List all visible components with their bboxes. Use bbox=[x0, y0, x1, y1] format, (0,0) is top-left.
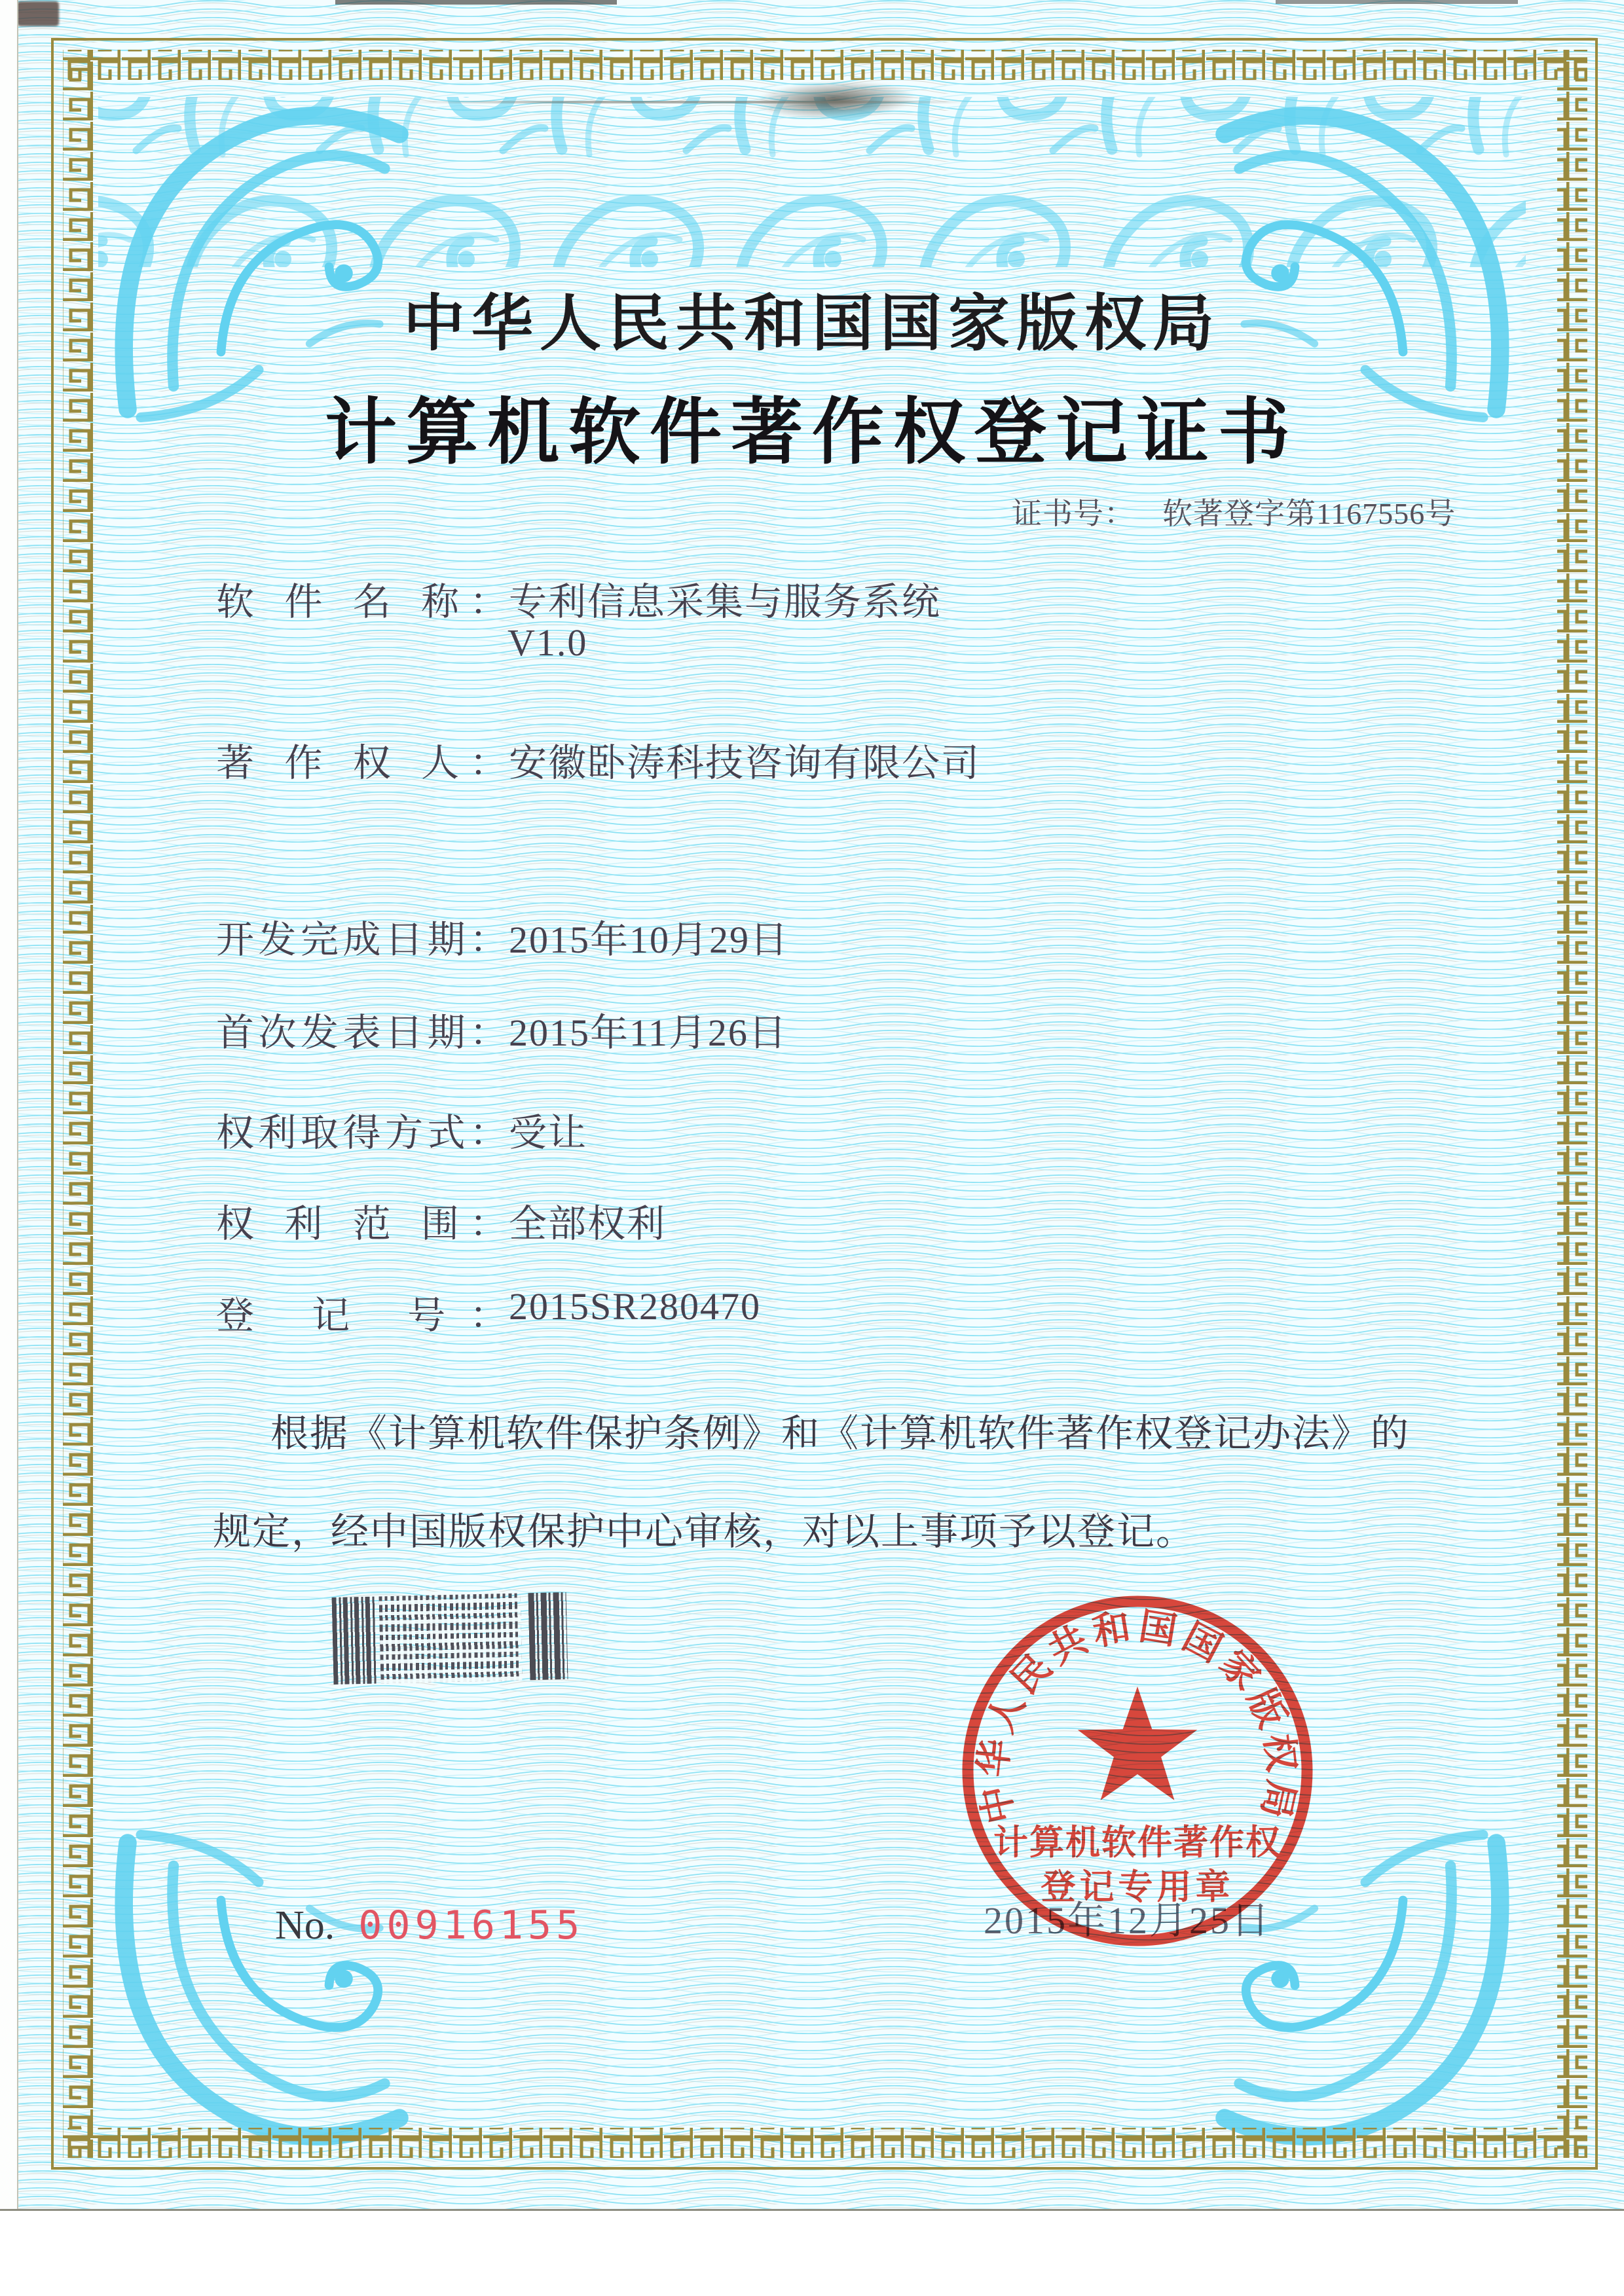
field-label: 首次发表日期： bbox=[216, 1011, 509, 1054]
certificate-number-value: 软著登字第1167556号 bbox=[1162, 497, 1456, 530]
field-value: 2015SR280470 bbox=[509, 1285, 761, 1328]
field-label: 开发完成日期： bbox=[216, 919, 509, 961]
certificate-number-line bbox=[1012, 490, 1456, 533]
field-value: 受让 bbox=[509, 1112, 588, 1154]
field-value: 专利信息采集与服务系统 bbox=[509, 581, 942, 623]
field-label: 权利取得方式： bbox=[216, 1112, 509, 1154]
scan-edge-mark bbox=[335, 0, 617, 5]
serial-prefix: No. bbox=[275, 1903, 335, 1948]
barcode bbox=[332, 1592, 568, 1685]
field-label: 软 件 名 称： bbox=[216, 581, 509, 623]
barcode-data-region bbox=[379, 1594, 523, 1684]
field-label: 著 作 权 人： bbox=[216, 742, 509, 784]
field-row-rights-acquisition bbox=[216, 1102, 587, 1157]
barcode-start-pattern bbox=[332, 1597, 377, 1685]
seal-inner-line-1: 计算机软件著作权 bbox=[993, 1824, 1282, 1862]
field-value: 安徽卧涛科技咨询有限公司 bbox=[509, 742, 981, 784]
statement-line-2: 规定，经中国版权保护中心审核，对以上事项予以登记。 bbox=[213, 1510, 1196, 1553]
statement-line-1: 根据《计算机软件保护条例》和《计算机软件著作权登记办法》的 bbox=[270, 1412, 1411, 1455]
field-row-rights-scope bbox=[216, 1193, 666, 1248]
field-row-dev-complete-date bbox=[216, 909, 789, 964]
field-row-copyright-owner bbox=[216, 732, 980, 787]
scanner-background bbox=[0, 2209, 1624, 2296]
field-label: 权 利 范 围： bbox=[216, 1203, 509, 1245]
paper-left-edge bbox=[0, 0, 18, 2209]
scan-corner-mark bbox=[17, 1, 59, 26]
issuing-authority-title: 中华人民共和国国家版权局 bbox=[403, 290, 1221, 358]
star-icon bbox=[1078, 1686, 1198, 1800]
software-version: V1.0 bbox=[507, 621, 588, 664]
scan-smudge-artifact bbox=[752, 79, 917, 122]
seal-inner-line-2: 登记专用章 bbox=[1041, 1868, 1234, 1906]
certificate-number-label: 证书号： bbox=[1012, 497, 1135, 530]
scan-edge-mark bbox=[1276, 0, 1518, 4]
serial-number-value: 00916155 bbox=[358, 1903, 585, 1948]
barcode-stop-pattern bbox=[528, 1592, 568, 1680]
serial-number-line bbox=[275, 1903, 584, 1949]
field-value: 2015年10月29日 bbox=[509, 919, 790, 961]
field-row-software-name bbox=[216, 571, 941, 626]
seal-arc-text: 中华人民共和国国家版权局 bbox=[972, 1605, 1303, 1827]
seal-date: 2015年12月25日 bbox=[984, 1899, 1272, 1942]
field-value: 2015年11月26日 bbox=[509, 1011, 788, 1054]
scan-streak-artifact bbox=[406, 101, 969, 103]
field-value: 全部权利 bbox=[509, 1203, 667, 1245]
field-label: 登 记 号： bbox=[216, 1294, 509, 1337]
field-row-first-publish-date bbox=[216, 1002, 788, 1057]
certificate-title: 计算机软件著作权登记证书 bbox=[325, 393, 1299, 473]
field-row-registration-number bbox=[216, 1285, 761, 1339]
